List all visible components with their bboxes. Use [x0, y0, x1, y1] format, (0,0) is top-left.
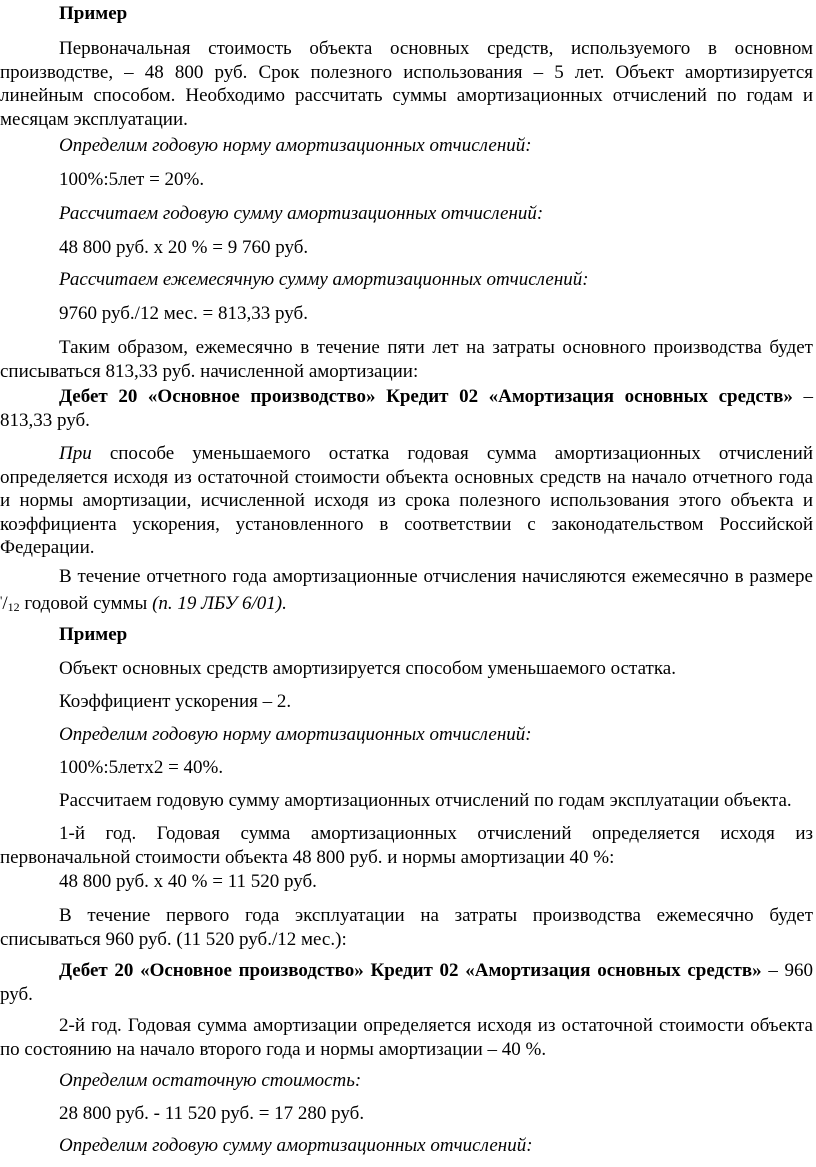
- posting-accounts: Дебет 20 «Основное производство» Кредит 02 «Амортизация основных средств»: [59, 386, 793, 407]
- posting-entry-2: [0, 959, 813, 1006]
- formula-residual: 28 800 руб. - 11 520 руб. = 17 280 руб.: [59, 1103, 365, 1124]
- fraction-slash: /: [2, 592, 8, 614]
- paragraph-initial-cost: Первоначальная стоимость объекта основных средств, используемого в основном производстве, – 48 800 руб. Срок полезного использования – 5 лет. Объект амортизируется линейным способом. Необходимо рассчитать суммы амортизационных отчислений по годам и месяцам эксплуатации.: [0, 38, 813, 130]
- paragraph-define-residual: Определим остаточную стоимость:: [59, 1070, 362, 1091]
- paragraph-calc-by-years: Рассчитаем годовую сумму амортизационных отчислений по годам эксплуатации объекта.: [59, 790, 792, 811]
- accrual-reference: (п. 19 ЛБУ 6/01).: [152, 592, 287, 614]
- paragraph-conclusion: Таким образом, ежемесячно в течение пяти лет на затраты основного производства будет списываться 813,33 руб. начисленной амортизации:: [0, 337, 813, 382]
- accrual-text: В течение отчетного года амортизационные отчисления начисляются ежемесячно в размере: [59, 566, 813, 587]
- paragraph-define-annual-rate: Определим годовую норму амортизационных отчислений:: [59, 135, 532, 156]
- heading-text: Пример: [59, 624, 128, 645]
- paragraph-object-method: Объект основных средств амортизируется способом уменьшаемого остатка.: [59, 658, 676, 679]
- posting-amount: – 813,33 руб.: [0, 386, 814, 431]
- paragraph-reducing-balance: [0, 442, 813, 560]
- paragraph-reducing-balance-text: способе уменьшаемого остатка годовая сумма амортизационных отчислений определяется исходя из остаточной стоимости объекта основных средств на начало отчетного года и нормы амортизации, исчисленной исходя из срока полезного использования этого объекта и коэффициента ускорения, установленного в соответствии с законодательством Российской Федерации.: [0, 443, 813, 558]
- paragraph-define-annual-rate-2: Определим годовую норму амортизационных отчислений:: [59, 724, 532, 745]
- paragraph-calc-monthly-sum: Рассчитаем ежемесячную сумму амортизационных отчислений:: [59, 269, 589, 290]
- posting-entry-1: [0, 385, 813, 432]
- fraction-denominator: 12: [7, 599, 20, 614]
- paragraph-define-annual-sum-2: Определим годовую сумму амортизационных отчислений:: [59, 1135, 533, 1156]
- formula-annual-rate-2: 100%:5летх2 = 40%.: [59, 757, 224, 778]
- paragraph-calc-annual-sum: Рассчитаем годовую сумму амортизационных отчислений:: [59, 203, 544, 224]
- paragraph-acceleration-coefficient: Коэффициент ускорения – 2.: [59, 691, 292, 712]
- fraction-numerator: ': [0, 592, 3, 608]
- formula-annual-rate: 100%:5лет = 20%.: [59, 169, 205, 190]
- formula-annual-sum: 48 800 руб. х 20 % = 9 760 руб.: [59, 237, 309, 258]
- example-heading-2: [0, 623, 813, 647]
- example-heading-1: [0, 2, 813, 26]
- emphasis-pri: При: [59, 443, 92, 464]
- formula-year-1: 48 800 руб. х 40 % = 11 520 руб.: [59, 871, 317, 892]
- accrual-text-end: годовой суммы: [19, 592, 153, 614]
- paragraph-year-1: 1-й год. Годовая сумма амортизационных отчислений определяется исходя из первоначальной стоимости объекта 48 800 руб. и нормы амортизации 40 %:: [0, 823, 813, 868]
- posting-accounts: Дебет 20 «Основное производство» Кредит 02 «Амортизация основных средств»: [59, 960, 762, 981]
- paragraph-year-2: 2-й год. Годовая сумма амортизации определяется исходя из остаточной стоимости объекта по состоянию на начало второго года и нормы амортизации – 40 %.: [0, 1015, 813, 1060]
- formula-monthly-sum: 9760 руб./12 мес. = 813,33 руб.: [59, 303, 308, 324]
- heading-text: Пример: [59, 3, 128, 24]
- posting-amount: – 960 руб.: [0, 960, 813, 1005]
- paragraph-year-1-monthly: В течение первого года эксплуатации на затраты производства ежемесячно будет списываться 960 руб. (11 520 руб./12 мес.):: [0, 905, 813, 950]
- paragraph-monthly-accrual: [0, 565, 813, 619]
